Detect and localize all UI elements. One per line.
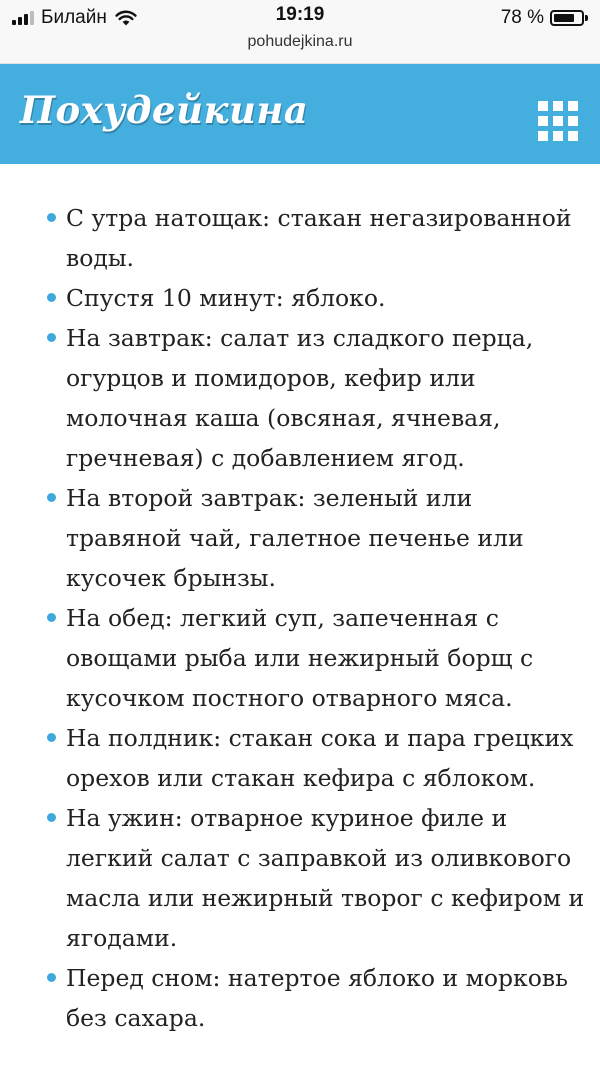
list-item-text: С утра натощак: стакан негазированной воды. bbox=[66, 204, 572, 272]
list-item bbox=[0, 798, 600, 958]
grid-cell bbox=[538, 101, 548, 111]
list-item-text: Спустя 10 минут: яблоко. bbox=[66, 284, 386, 312]
battery-icon bbox=[550, 10, 584, 26]
signal-icon bbox=[12, 11, 34, 25]
battery-cap bbox=[585, 15, 588, 21]
status-time: 19:19 bbox=[275, 4, 325, 25]
status-right bbox=[501, 7, 588, 29]
list-item-text: На второй завтрак: зеленый или травяной чай, галетное печенье или кусочек брынзы. bbox=[66, 484, 524, 592]
address-bar-url[interactable]: pohudejkina.ru bbox=[247, 33, 353, 50]
bullet-icon bbox=[47, 333, 56, 342]
bullet-icon bbox=[47, 813, 56, 822]
grid-cell bbox=[568, 131, 578, 141]
diet-menu-list bbox=[0, 164, 600, 1038]
list-item-text: На завтрак: салат из сладкого перца, огурцов и помидоров, кефир или молочная каша (овсяная, ячневая, гречневая) с добавлением ягод. bbox=[66, 324, 534, 472]
list-item-text: На полдник: стакан сока и пара грецких орехов или стакан кефира с яблоком. bbox=[66, 724, 574, 792]
list-item bbox=[0, 598, 600, 718]
site-logo[interactable]: Похудейкина bbox=[20, 88, 309, 132]
list-item bbox=[0, 478, 600, 598]
grid-cell bbox=[553, 131, 563, 141]
grid-cell bbox=[538, 131, 548, 141]
status-left bbox=[12, 7, 137, 29]
battery-fill bbox=[554, 14, 574, 22]
wifi-icon bbox=[115, 10, 137, 26]
battery-percent: 78 % bbox=[500, 7, 544, 28]
bullet-icon bbox=[47, 293, 56, 302]
article-content bbox=[0, 164, 600, 1038]
grid-cell bbox=[568, 116, 578, 126]
list-item-text: На обед: легкий суп, запеченная с овощами рыба или нежирный борщ с кусочком постного отварного мяса. bbox=[66, 604, 534, 712]
list-item bbox=[0, 318, 600, 478]
list-item bbox=[0, 958, 600, 1038]
list-item bbox=[0, 718, 600, 798]
site-header bbox=[0, 64, 600, 164]
list-item-text: Перед сном: натертое яблоко и морковь без сахара. bbox=[66, 964, 568, 1032]
grid-cell bbox=[553, 101, 563, 111]
bullet-icon bbox=[47, 493, 56, 502]
bullet-icon bbox=[47, 973, 56, 982]
bullet-icon bbox=[47, 733, 56, 742]
grid-cell bbox=[538, 116, 548, 126]
grid-cell bbox=[568, 101, 578, 111]
carrier-name: Билайн bbox=[41, 7, 107, 28]
grid-menu-icon[interactable] bbox=[538, 101, 578, 141]
grid-cell bbox=[553, 116, 563, 126]
bullet-icon bbox=[47, 613, 56, 622]
list-item-text: На ужин: отварное куриное филе и легкий салат с заправкой из оливкового масла или нежирный творог с кефиром и ягодами. bbox=[66, 804, 585, 952]
list-item bbox=[0, 278, 600, 318]
status-bar bbox=[0, 0, 600, 64]
bullet-icon bbox=[47, 213, 56, 222]
list-item bbox=[0, 198, 600, 278]
